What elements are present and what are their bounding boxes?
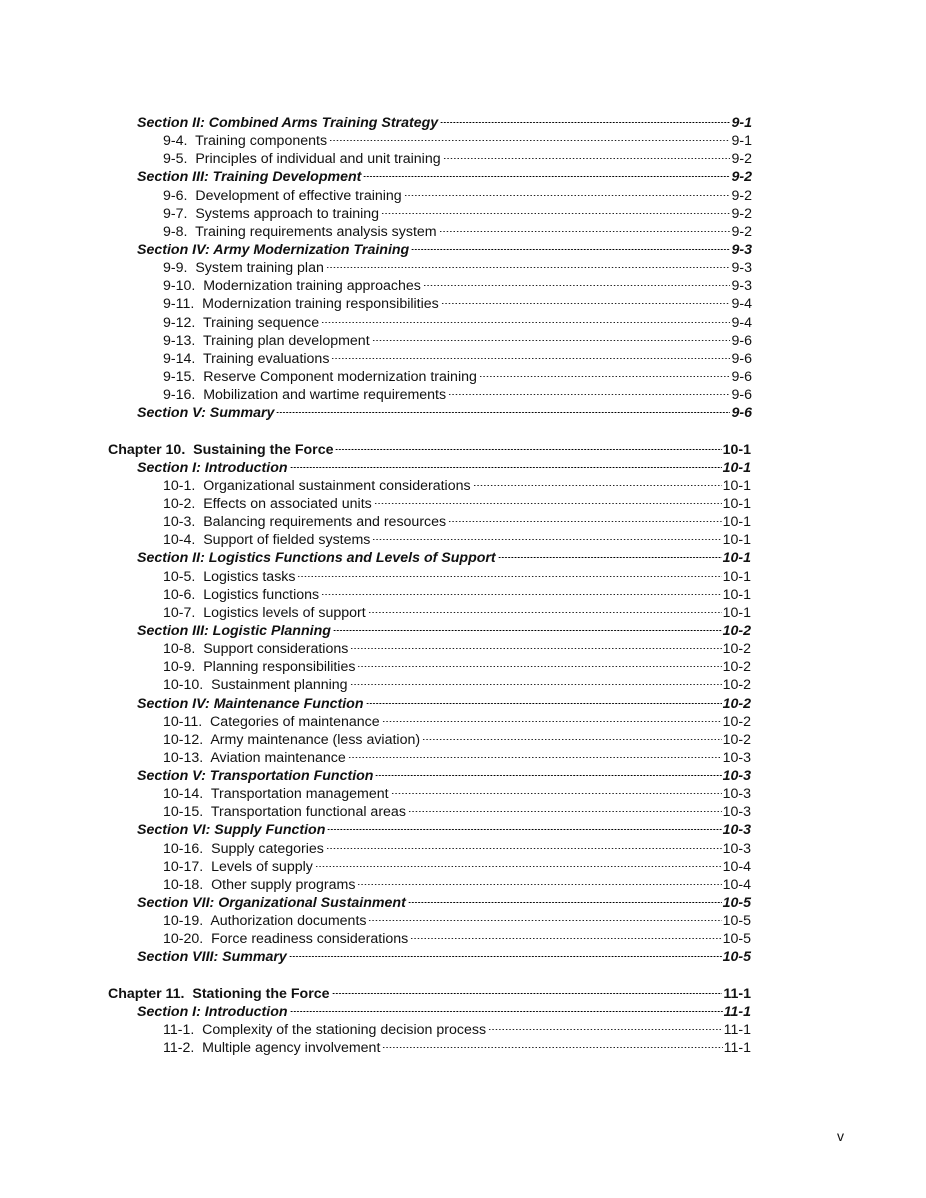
dot-leader: [348, 744, 722, 762]
toc-entry-title: 10-18. Other supply programs: [163, 876, 356, 893]
dot-leader: [357, 653, 721, 671]
toc-entry-title: 10-6. Logistics functions: [163, 586, 320, 603]
toc-entry-page-number: 9-2: [731, 169, 752, 186]
toc-entry-title: 9-10. Modernization training approaches: [163, 278, 421, 295]
toc-entry-page-number: 11-1: [723, 1003, 751, 1020]
chapter-11: [108, 980, 751, 1057]
dot-leader: [321, 581, 721, 599]
toc-entry-title: 10-4. Support of fielded systems: [163, 532, 371, 549]
toc-entry-page-number: 10-5: [722, 913, 751, 930]
chapter-9-continued: [108, 109, 752, 422]
toc-entry-page-number: 11-1: [723, 985, 751, 1002]
dot-leader: [315, 853, 722, 871]
toc-entry-page-number: 10-4: [722, 876, 751, 893]
toc-entry-title: 9-16. Mobilization and wartime requirements: [163, 387, 447, 404]
toc-entry-page-number: 9-2: [731, 223, 752, 240]
dot-leader: [381, 200, 730, 218]
chapter-10: [108, 436, 751, 966]
dot-leader: [366, 690, 722, 708]
dot-leader: [290, 998, 723, 1016]
dot-leader: [448, 508, 721, 526]
dot-leader: [333, 617, 722, 635]
toc-entry-page-number: 10-3: [722, 822, 751, 839]
toc-entry-title: 9-4. Training components: [163, 133, 328, 150]
toc-entry-title: 10-13. Aviation maintenance: [163, 749, 346, 766]
dot-leader: [331, 345, 730, 363]
dot-leader: [410, 925, 721, 943]
table-of-contents: [108, 109, 752, 1057]
toc-entry-title: 10-15. Transportation functional areas: [163, 804, 406, 821]
toc-entry-title: Section I: Introduction: [137, 1003, 288, 1020]
toc-entry-title: 9-8. Training requirements analysis system: [163, 223, 437, 240]
toc-entry-page-number: 9-6: [731, 350, 752, 367]
toc-entry-title: 10-20. Force readiness considerations: [163, 931, 409, 948]
dot-leader: [488, 1016, 723, 1034]
dot-leader: [375, 762, 721, 780]
toc-entry-page-number: 10-4: [722, 858, 751, 875]
toc-entry-page-number: 9-6: [731, 332, 752, 349]
toc-entry-title: 10-17. Levels of supply: [163, 858, 313, 875]
toc-entry-title: 10-9. Planning responsibilities: [163, 659, 356, 676]
toc-entry-title: Chapter 11. Stationing the Force: [108, 985, 330, 1002]
toc-entry-page-number: 9-3: [731, 241, 752, 258]
toc-entry-title: Section VII: Organizational Sustainment: [137, 895, 406, 912]
dot-leader: [372, 327, 731, 345]
toc-entry-title: 9-14. Training evaluations: [163, 350, 330, 367]
dot-leader: [335, 436, 721, 454]
dot-leader: [382, 1034, 722, 1052]
dot-leader: [440, 109, 730, 127]
toc-entry-title: 10-10. Sustainment planning: [163, 677, 348, 694]
dot-leader: [297, 563, 721, 581]
toc-entry-page-number: 10-2: [722, 713, 751, 730]
dot-leader: [357, 871, 721, 889]
toc-entry-title: 10-11. Categories of maintenance: [163, 713, 380, 730]
dot-leader: [408, 798, 722, 816]
dot-leader: [423, 272, 731, 290]
toc-entry-title: 10-1. Organizational sustainment considerations: [163, 477, 471, 494]
toc-entry-title: 10-8. Support considerations: [163, 641, 349, 658]
dot-leader: [404, 182, 731, 200]
toc-entry-page-number: 9-6: [731, 387, 752, 404]
dot-leader: [422, 726, 722, 744]
toc-entry-page-number: 10-1: [722, 604, 751, 621]
toc-entry-page-number: 10-3: [722, 786, 751, 803]
toc-entry-title: Section III: Logistic Planning: [137, 622, 331, 639]
toc-entry-page-number: 10-2: [722, 641, 751, 658]
toc-entry-page-number: 10-1: [722, 441, 751, 458]
toc-entry-page-number: 10-1: [722, 568, 751, 585]
toc-entry-title: 10-14. Transportation management: [163, 786, 389, 803]
dot-leader: [368, 599, 722, 617]
toc-entry-page-number: 9-3: [731, 260, 752, 277]
toc-entry-page-number: 10-2: [722, 695, 751, 712]
dot-leader: [411, 236, 730, 254]
dot-leader: [350, 635, 721, 653]
dot-leader: [290, 454, 722, 472]
dot-leader: [276, 399, 730, 417]
toc-entry-page-number: 10-1: [722, 477, 751, 494]
toc-chapter-entry[interactable]: [108, 436, 751, 458]
toc-entry-title: 10-3. Balancing requirements and resources: [163, 514, 447, 531]
dot-leader: [448, 381, 730, 399]
dot-leader: [391, 780, 722, 798]
toc-entry-page-number: 11-1: [723, 1040, 751, 1057]
dot-leader: [408, 889, 722, 907]
toc-entry-page-number: 10-3: [722, 749, 751, 766]
toc-entry-title: 9-5. Principles of individual and unit training: [163, 151, 441, 168]
toc-entry-page-number: 9-4: [731, 296, 752, 313]
dot-leader: [473, 472, 722, 490]
toc-entry-page-number: 10-1: [722, 514, 751, 531]
toc-entry-page-number: 9-2: [731, 205, 752, 222]
toc-entry-title: 11-2. Multiple agency involvement: [163, 1040, 381, 1057]
toc-entry-title: Section VIII: Summary: [137, 949, 287, 966]
toc-entry-title: Section I: Introduction: [137, 459, 288, 476]
toc-entry-page-number: 11-1: [723, 1022, 751, 1039]
dot-leader: [321, 309, 730, 327]
toc-entry-title: Section III: Training Development: [137, 169, 362, 186]
toc-entry-title: 10-19. Authorization documents: [163, 913, 367, 930]
toc-entry-page-number: 10-2: [722, 731, 751, 748]
dot-leader: [372, 526, 721, 544]
toc-entry-title: Section IV: Army Modernization Training: [137, 241, 410, 258]
toc-entry-page-number: 10-5: [722, 949, 751, 966]
dot-leader: [326, 254, 731, 272]
toc-entry-title: 11-1. Complexity of the stationing decision process: [163, 1022, 487, 1039]
toc-entry-page-number: 9-2: [731, 187, 752, 204]
toc-entry-title: 9-11. Modernization training responsibilities: [163, 296, 439, 313]
toc-entry-title: 9-13. Training plan development: [163, 332, 370, 349]
toc-entry-page-number: 10-3: [722, 840, 751, 857]
toc-entry-title: 10-2. Effects on associated units: [163, 495, 372, 512]
toc-entry-page-number: 9-3: [731, 278, 752, 295]
toc-entry-title: 10-5. Logistics tasks: [163, 568, 296, 585]
dot-leader: [332, 980, 723, 998]
dot-leader: [441, 290, 731, 308]
toc-entry-page-number: 10-2: [722, 622, 751, 639]
toc-entry-page-number: 10-1: [722, 550, 751, 567]
toc-section-entry[interactable]: [108, 109, 752, 131]
toc-entry-title: 9-15. Reserve Component modernization training: [163, 368, 477, 385]
dot-leader: [327, 816, 721, 834]
toc-entry-title: 10-7. Logistics levels of support: [163, 604, 366, 621]
toc-entry-page-number: 9-1: [731, 115, 752, 131]
toc-entry-title: Section VI: Supply Function: [137, 822, 326, 839]
toc-entry-page-number: 10-1: [722, 459, 751, 476]
toc-entry-page-number: 10-1: [722, 495, 751, 512]
toc-entry-title: Section V: Summary: [137, 405, 275, 422]
dot-leader: [479, 363, 731, 381]
toc-entry-page-number: 9-2: [731, 151, 752, 168]
toc-entry-page-number: 9-6: [731, 368, 752, 385]
toc-entry-title: Section V: Transportation Function: [137, 768, 374, 785]
toc-chapter-entry[interactable]: [108, 980, 751, 1002]
toc-entry-page-number: 10-3: [722, 804, 751, 821]
dot-leader: [289, 943, 722, 961]
toc-entry-title: Chapter 10. Sustaining the Force: [108, 441, 334, 458]
dot-leader: [329, 127, 730, 145]
toc-entry-page-number: 9-6: [731, 405, 752, 422]
page-number: v: [837, 1128, 844, 1144]
dot-leader: [326, 835, 722, 853]
toc-entry-title: 9-7. Systems approach to training: [163, 205, 380, 222]
dot-leader: [439, 218, 731, 236]
toc-entry-title: Section IV: Maintenance Function: [137, 695, 364, 712]
toc-entry-title: 10-16. Supply categories: [163, 840, 324, 857]
toc-entry-page-number: 10-1: [722, 586, 751, 603]
dot-leader: [498, 544, 722, 562]
toc-entry-page-number: 10-2: [722, 659, 751, 676]
dot-leader: [350, 671, 722, 689]
dot-leader: [443, 145, 731, 163]
dot-leader: [382, 708, 722, 726]
dot-leader: [368, 907, 721, 925]
dot-leader: [374, 490, 722, 508]
toc-entry-page-number: 9-4: [731, 314, 752, 331]
toc-entry-title: 9-6. Development of effective training: [163, 187, 402, 204]
toc-entry-page-number: 10-5: [722, 895, 751, 912]
toc-entry-page-number: 10-1: [722, 532, 751, 549]
dot-leader: [363, 163, 730, 181]
toc-entry-page-number: 10-3: [722, 768, 751, 785]
toc-entry-page-number: 10-5: [722, 931, 751, 948]
toc-entry-title: 9-9. System training plan: [163, 260, 324, 277]
toc-entry-page-number: 10-2: [722, 677, 751, 694]
toc-entry-page-number: 9-1: [731, 133, 752, 150]
toc-entry-title: Section II: Combined Arms Training Strategy: [137, 115, 439, 131]
toc-entry-title: 9-12. Training sequence: [163, 314, 320, 331]
toc-entry-title: Section II: Logistics Functions and Levels of Support: [137, 550, 496, 567]
toc-entry-title: 10-12. Army maintenance (less aviation): [163, 731, 421, 748]
